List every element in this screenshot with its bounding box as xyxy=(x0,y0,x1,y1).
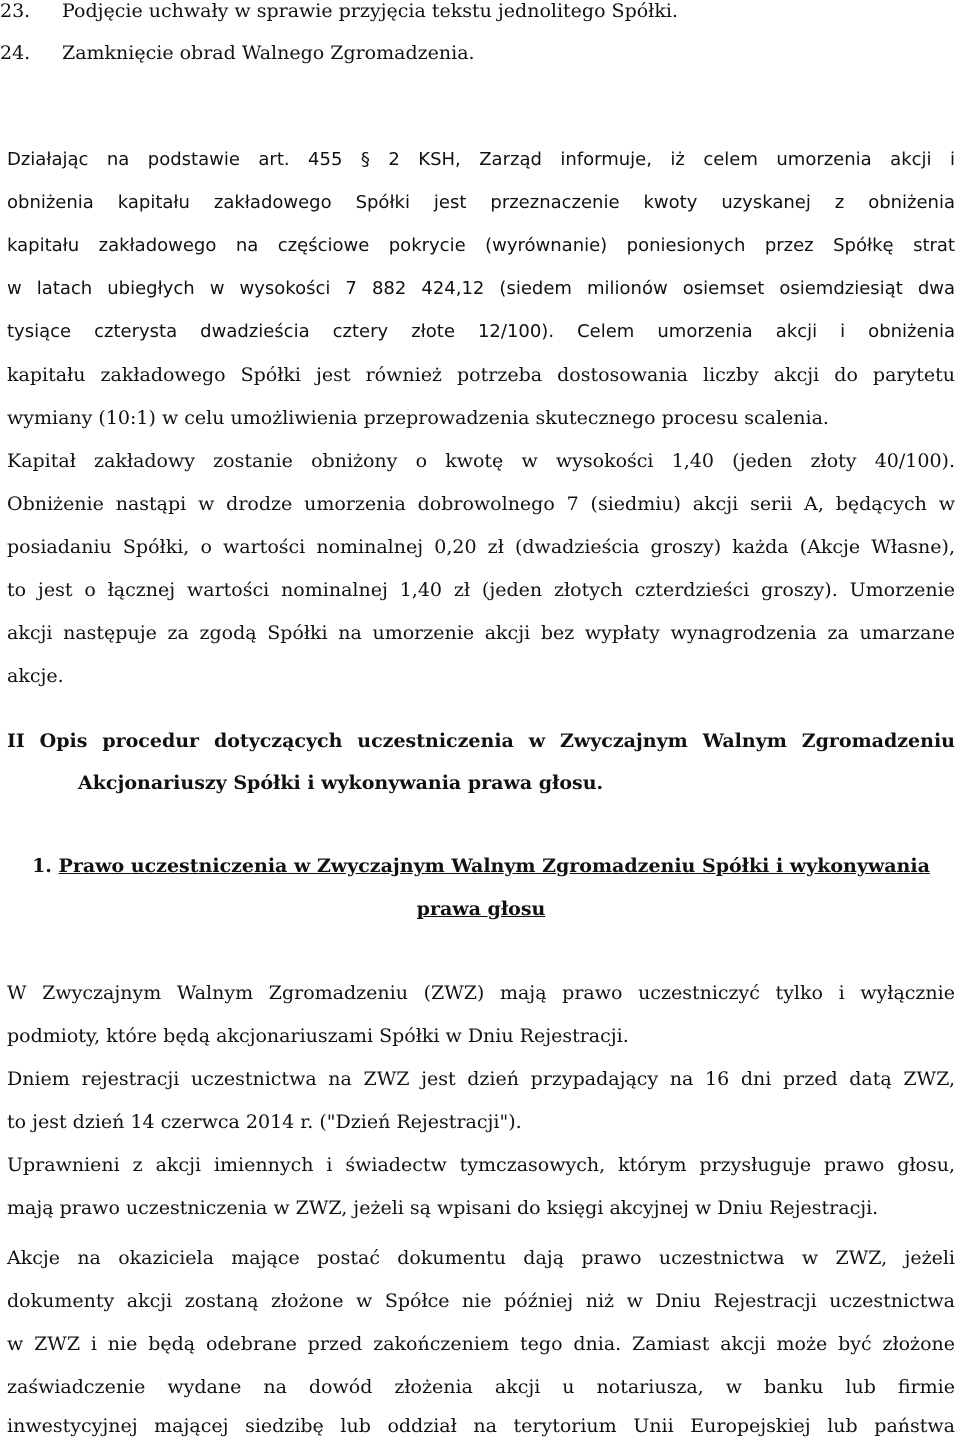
text-line: podmioty, które będą akcjonariuszami Spółki w Dniu Rejestracji. xyxy=(7,1025,629,1047)
text-line: W Zwyczajnym Walnym Zgromadzeniu (ZWZ) mają prawo uczestniczyć tylko i wyłącznie xyxy=(7,982,955,1004)
text-line: wymiany (10:1) w celu umożliwienia przeprowadzenia skutecznego procesu scalenia. xyxy=(7,407,829,429)
section-heading-line: Akcjonariuszy Spółki i wykonywania prawa głosu. xyxy=(78,772,604,794)
text-line: Akcje na okaziciela mające postać dokumentu dają prawo uczestnictwa w ZWZ, jeżeli xyxy=(7,1247,955,1269)
section-heading-line: II Opis procedur dotyczących uczestniczenia w Zwyczajnym Walnym Zgromadzeniu xyxy=(7,730,955,752)
text-line: akcji następuje za zgodą Spółki na umorzenie akcji bez wypłaty wynagrodzenia za umarzane xyxy=(7,622,955,644)
text-line: Uprawnieni z akcji imiennych i świadectw tymczasowych, którym przysługuje prawo głosu, xyxy=(7,1154,955,1176)
agenda-item-text: Zamknięcie obrad Walnego Zgromadzenia. xyxy=(62,42,475,64)
subheading-text: Prawo uczestniczenia w Zwyczajnym Walnym Zgromadzeniu Spółki i wykonywania xyxy=(58,855,930,877)
text-line: zaświadczenie wydane na dowód złożenia akcji u notariusza, w banku lub firmie xyxy=(7,1376,955,1398)
agenda-item-number: 23. xyxy=(0,0,31,22)
agenda-item-number: 24. xyxy=(0,42,31,64)
text-line: kapitału zakładowego Spółki jest również potrzeba dostosowania liczby akcji do parytetu xyxy=(7,364,955,386)
text-line: kapitału zakładowego na częściowe pokrycie (wyrównanie) poniesionych przez Spółkę strat xyxy=(7,235,955,256)
text-line: to jest dzień 14 czerwca 2014 r. ("Dzień Rejestracji"). xyxy=(7,1111,522,1133)
subheading-line xyxy=(7,887,955,931)
text-line: obniżenia kapitału zakładowego Spółki jest przeznaczenie kwoty uzyskanej z obniżenia xyxy=(7,192,955,213)
subheading-number: 1. xyxy=(32,855,52,877)
text-line: Kapitał zakładowy zostanie obniżony o kwotę w wysokości 1,40 (jeden złoty 40/100). xyxy=(7,450,955,472)
text-line: Dniem rejestracji uczestnictwa na ZWZ jest dzień przypadający na 16 dni przed datą ZWZ, xyxy=(7,1068,955,1090)
agenda-item xyxy=(0,0,678,22)
subheading-line xyxy=(7,844,955,888)
text-line: w ZWZ i nie będą odebrane przed zakończeniem tego dnia. Zamiast akcji może być złożone xyxy=(7,1333,955,1355)
text-line: Działając na podstawie art. 455 § 2 KSH, Zarząd informuje, iż celem umorzenia akcji i xyxy=(7,149,955,170)
text-line: mają prawo uczestniczenia w ZWZ, jeżeli są wpisani do księgi akcyjnej w Dniu Rejestracji. xyxy=(7,1197,879,1219)
text-line: dokumenty akcji zostaną złożone w Spółce nie później niż w Dniu Rejestracji uczestnictwa xyxy=(7,1290,955,1312)
text-line: tysiące czterysta dwadzieścia cztery złote 12/100). Celem umorzenia akcji i obniżenia xyxy=(7,321,955,342)
agenda-item-text: Podjęcie uchwały w sprawie przyjęcia tekstu jednolitego Spółki. xyxy=(62,0,678,22)
text-line: w latach ubiegłych w wysokości 7 882 424,12 (siedem milionów osiemset osiemdziesiąt dwa xyxy=(7,278,955,299)
subheading-text: prawa głosu xyxy=(416,898,546,920)
text-line: posiadaniu Spółki, o wartości nominalnej 0,20 zł (dwadzieścia groszy) każda (Akcje Własne), xyxy=(7,536,955,558)
agenda-item xyxy=(0,42,475,64)
text-line: inwestycyjnej mającej siedzibę lub oddział na terytorium Unii Europejskiej lub państwa xyxy=(7,1415,955,1437)
text-line: Obniżenie nastąpi w drodze umorzenia dobrowolnego 7 (siedmiu) akcji serii A, będących w xyxy=(7,493,955,515)
text-line: to jest o łącznej wartości nominalnej 1,40 zł (jeden złotych czterdzieści groszy). Umorzenie xyxy=(7,579,955,601)
text-line: akcje. xyxy=(7,665,64,687)
